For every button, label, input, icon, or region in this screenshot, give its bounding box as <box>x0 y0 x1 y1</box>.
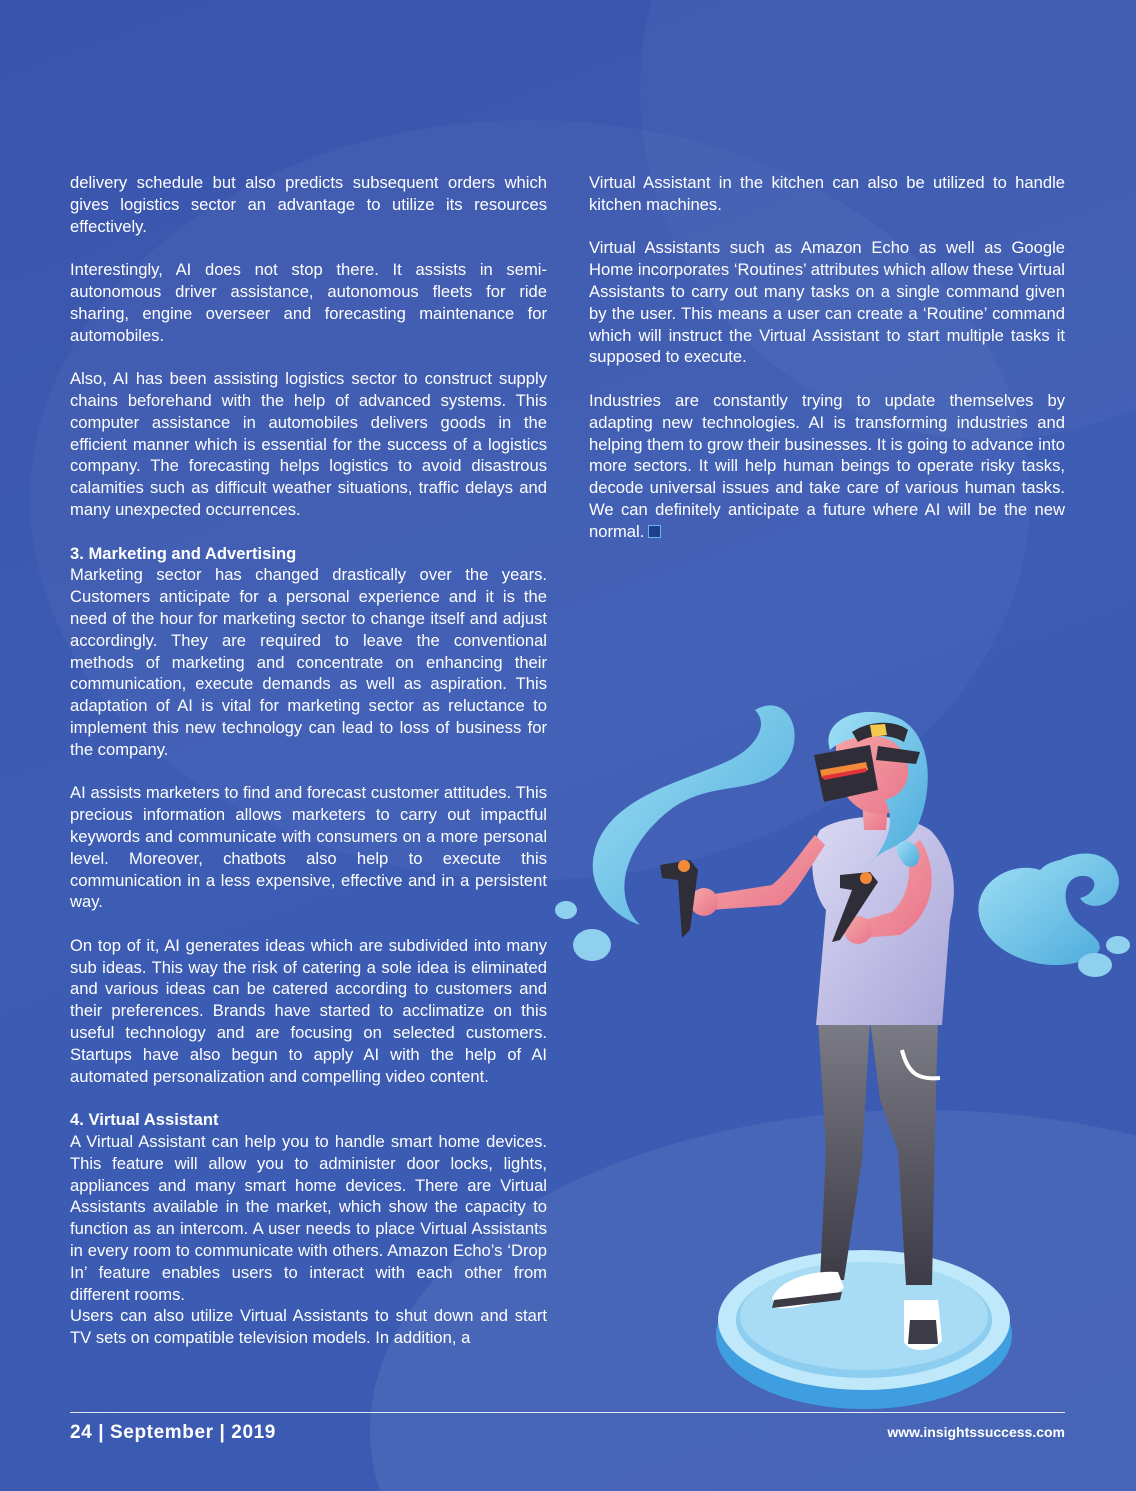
paragraph: delivery schedule but also predicts subsequent orders which gives logistics sector an advantage to utilize its resources effectively. <box>70 173 547 236</box>
paragraph <box>589 390 1065 543</box>
left-column <box>70 172 547 1349</box>
paragraph: A Virtual Assistant can help you to handle smart home devices. This feature will allow you to administer door locks, lights, appliances and many smart home devices. There are Virtual Assistants available in the market, which show the capacity to function as an intercom. A user needs to place Virtual Assistants in every room to communicate with others. Amazon Echo’s ‘Drop In’ feature enables users to interact with each other from different rooms. <box>70 1132 547 1304</box>
section-heading-marketing: 3. Marketing and Advertising <box>70 543 297 563</box>
paragraph: Virtual Assistant in the kitchen can also be utilized to handle kitchen machines. <box>589 173 1065 214</box>
right-column <box>589 172 1065 564</box>
section-heading-virtual-assistant: 4. Virtual Assistant <box>70 1110 219 1130</box>
paragraph: AI assists marketers to find and forecast customer attitudes. This precious information allows marketers to carry out impactful keywords and communicate with consumers on a more personal level. Moreover, chatbots also help to execute this communication in a less expensive, effective and in a persistent way. <box>70 783 547 912</box>
paragraph: Marketing sector has changed drastically over the years. Customers anticipate for a personal experience and it is the need of the hour for marketing sector to change itself and adjust accordingly. They are required to leave the conventional methods of marketing and concentrate on enhancing their communication, execute demands as well as aspiration. This adaptation of AI is vital for marketing sector as reluctance to implement this new technology can lead to loss of business for the company. <box>70 565 547 759</box>
paragraph-text: Industries are constantly trying to update themselves by adapting new technologies. AI is transforming industries and helping them to grow their businesses. It is going to advance into more sectors. It will help human beings to operate risky tasks, decode universal issues and take care of various human tasks. We can definitely anticipate a future where AI will be the new normal. <box>589 390 1065 541</box>
paragraph: On top of it, AI generates ideas which are subdivided into many sub ideas. This way the risk of catering a sole idea is eliminated and various ideas can be catered according to customers and their preferences. Brands have started to acclimatize on this useful technology and are focusing on selected customers. Startups have also begun to apply AI with the help of AI automated personalization and compelling video content. <box>70 935 547 1086</box>
footer-website[interactable]: www.insightssuccess.com <box>887 1424 1065 1440</box>
paragraph: Users can also utilize Virtual Assistants to shut down and start TV sets on compatible television models. In addition, a <box>70 1306 547 1348</box>
footer-rule <box>70 1412 1065 1413</box>
vr-woman-illustration <box>540 680 1136 1420</box>
paragraph: Interestingly, AI does not stop there. It assists in semi-autonomous driver assistance, autonomous fleets for ride sharing, engine overseer and forecasting maintenance for automobiles. <box>70 260 547 345</box>
end-of-article-icon <box>648 525 661 538</box>
footer-page-info: 24 | September | 2019 <box>70 1422 276 1443</box>
paragraph: Virtual Assistants such as Amazon Echo as well as Google Home incorporates ‘Routines’ attributes which allow these Virtual Assistants to carry out many tasks on a single command given by the user. This means a user can create a ‘Routine’ command which will instruct the Virtual Assistant to start multiple tasks it supposed to execute. <box>589 238 1065 367</box>
paragraph: Also, AI has been assisting logistics sector to construct supply chains beforehand with the help of advanced systems. This computer assistance in automobiles delivers goods in the efficient manner which is essential for the success of a logistics company. The forecasting helps logistics to avoid disastrous calamities such as difficult weather situations, traffic delays and many unexpected occurrences. <box>70 369 547 519</box>
